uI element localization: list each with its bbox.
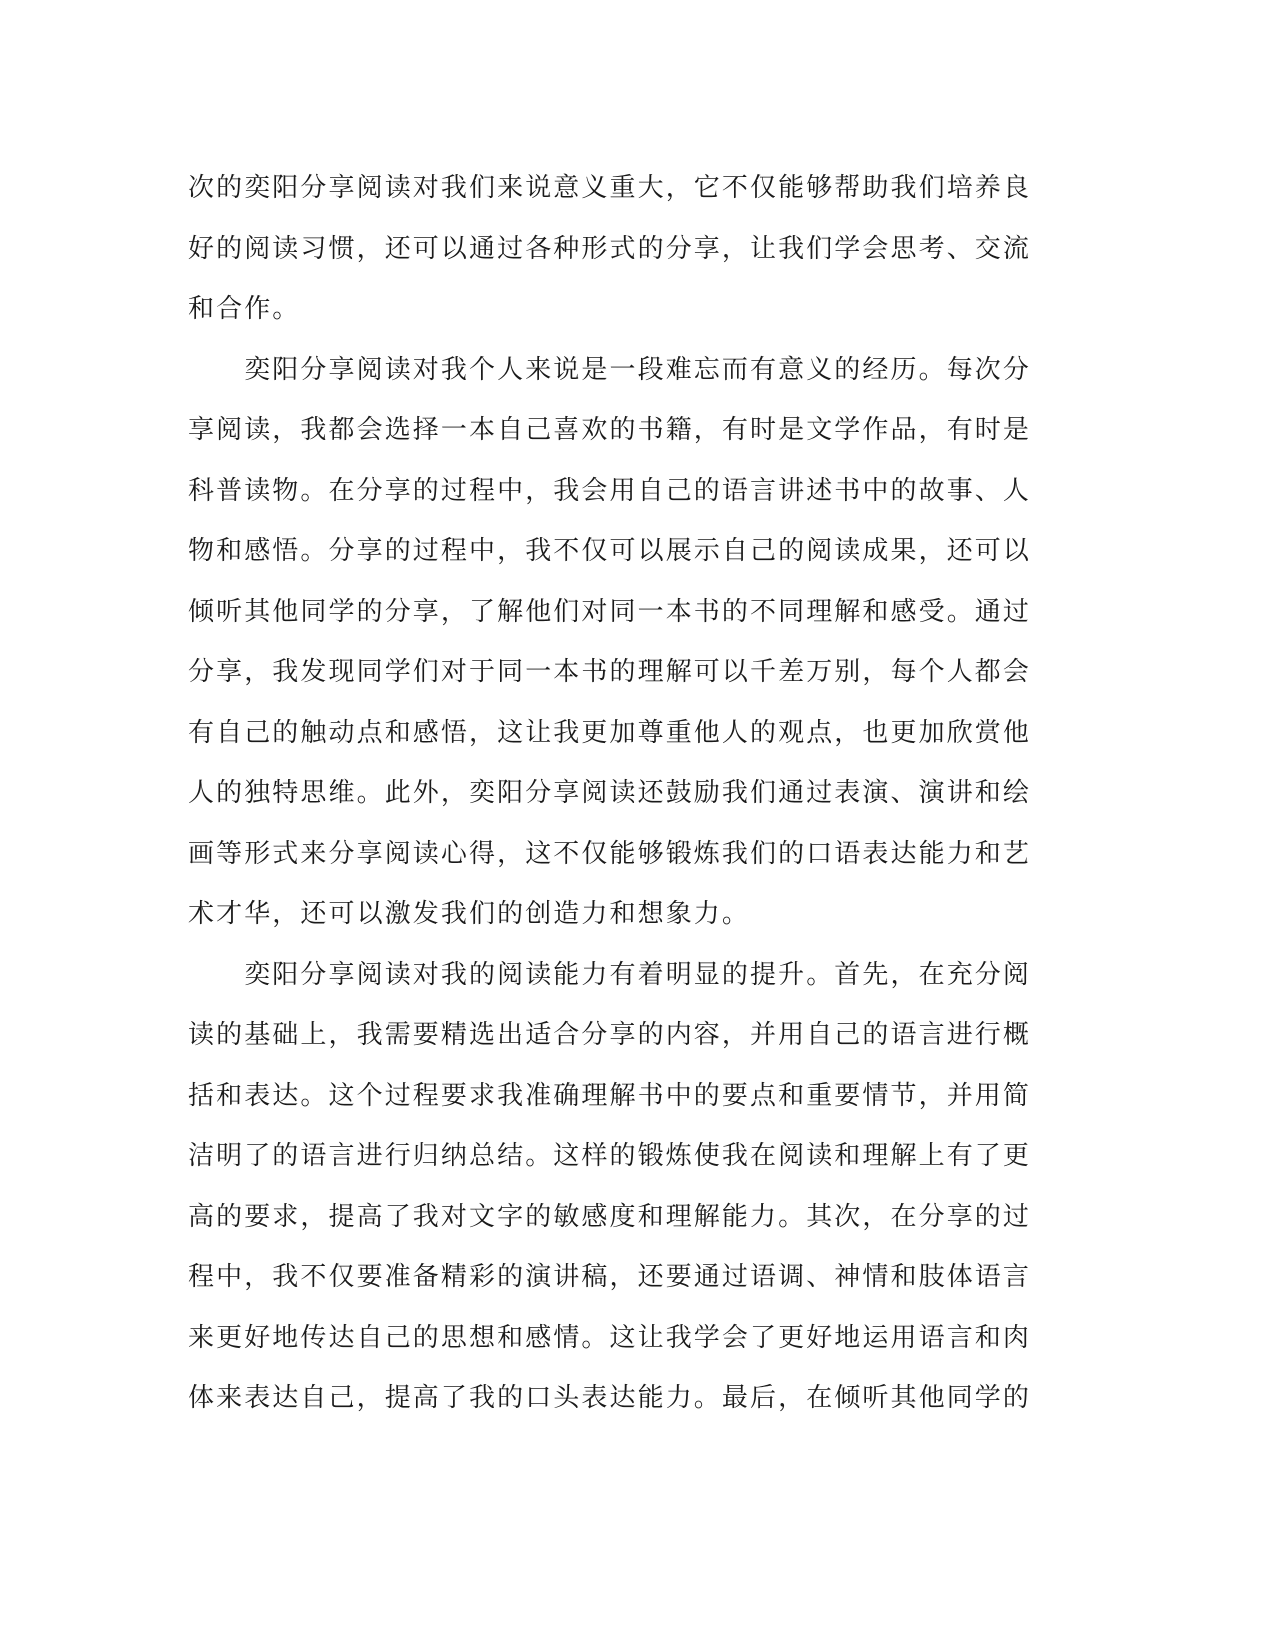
text-line: 程中，我不仅要准备精彩的演讲稿，还要通过语调、神情和肢体语言	[188, 1262, 1032, 1292]
text-line: 洁明了的语言进行归纳总结。这样的锻炼使我在阅读和理解上有了更	[188, 1141, 1032, 1171]
text-line: 来更好地传达自己的思想和感情。这让我学会了更好地运用语言和肉	[188, 1322, 1032, 1353]
document-body	[188, 158, 1088, 1429]
text-line: 倾听其他同学的分享，了解他们对同一本书的不同理解和感受。通过	[188, 596, 1032, 627]
text-line: 读的基础上，我需要精选出适合分享的内容，并用自己的语言进行概	[188, 1020, 1032, 1050]
text-line: 科普读物。在分享的过程中，我会用自己的语言讲述书中的故事、人	[188, 475, 1032, 506]
text-line: 分享，我发现同学们对于同一本书的理解可以千差万别，每个人都会	[188, 657, 1032, 687]
text-line: 括和表达。这个过程要求我准确理解书中的要点和重要情节，并用简	[188, 1080, 1032, 1111]
text-line: 物和感悟。分享的过程中，我不仅可以展示自己的阅读成果，还可以	[188, 536, 1032, 566]
text-line: 享阅读，我都会选择一本自己喜欢的书籍，有时是文学作品，有时是	[188, 415, 1032, 445]
text-line: 奕阳分享阅读对我个人来说是一段难忘而有意义的经历。每次分	[188, 354, 1032, 385]
text-line: 有自己的触动点和感悟，这让我更加尊重他人的观点，也更加欣赏他	[188, 717, 1032, 748]
text-line: 高的要求，提高了我对文字的敏感度和理解能力。其次，在分享的过	[188, 1201, 1032, 1232]
text-line: 人的独特思维。此外，奕阳分享阅读还鼓励我们通过表演、演讲和绘	[188, 778, 1032, 808]
text-line: 次的奕阳分享阅读对我们来说意义重大，它不仅能够帮助我们培养良	[188, 173, 1032, 203]
text-line: 体来表达自己，提高了我的口头表达能力。最后，在倾听其他同学的	[188, 1383, 1032, 1413]
text-line: 奕阳分享阅读对我的阅读能力有着明显的提升。首先，在充分阅	[188, 959, 1032, 990]
text-line: 好的阅读习惯，还可以通过各种形式的分享，让我们学会思考、交流	[188, 233, 1032, 264]
text-line: 画等形式来分享阅读心得，这不仅能够锻炼我们的口语表达能力和艺	[188, 838, 1032, 869]
text-line: 和合作。	[188, 294, 301, 324]
text-line: 术才华，还可以激发我们的创造力和想象力。	[188, 899, 751, 929]
